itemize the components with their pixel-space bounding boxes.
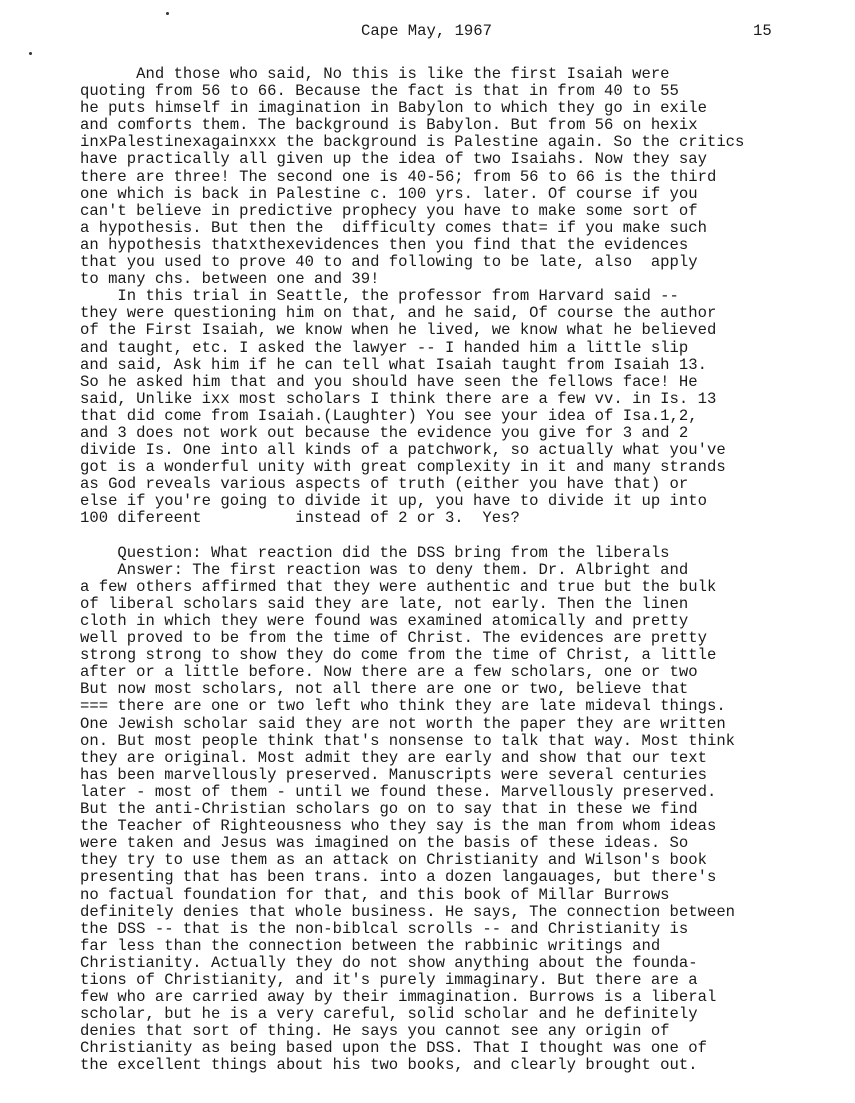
text-line: a few others affirmed that they were authentic and true but the bulk	[80, 577, 717, 596]
text-line: said, Unlike ixx most scholars I think there are a few vv. in Is. 13	[80, 389, 717, 408]
text-line: later - most of them - until we found these. Marvellously preserved.	[80, 782, 717, 801]
text-line: But now most scholars, not all there are one or two, believe that	[80, 680, 689, 699]
text-line: the DSS -- that is the non-biblcal scrolls -- and Christianity is	[80, 919, 689, 938]
text-line: else if you're going to divide it up, you have to divide it up into	[80, 492, 707, 511]
text-line: tions of Christianity, and it's purely immaginary. But there are a	[80, 970, 698, 989]
page-number: 15	[753, 22, 772, 40]
text-line: they are original. Most admit they are early and show that our text	[80, 748, 707, 767]
scan-speck	[29, 52, 32, 55]
text-line: he puts himself in imagination in Babylon to which they go in exile	[80, 99, 707, 118]
text-line: 100 difereent instead of 2 or 3. Yes?	[80, 509, 520, 528]
text-line: inxPalestinexagainxxx the background is Palestine again. So the critics	[80, 133, 745, 152]
text-line: that did come from Isaiah.(Laughter) You see your idea of Isa.1,2,	[80, 406, 698, 425]
text-line: the Teacher of Righteousness who they say is the man from whom ideas	[80, 817, 717, 836]
text-line: got is a wonderful unity with great complexity in it and many strands	[80, 458, 726, 477]
scan-speck	[166, 12, 169, 15]
text-line: of liberal scholars said they are late, not early. Then the linen	[80, 594, 689, 613]
text-line: presenting that has been trans. into a dozen langauages, but there's	[80, 868, 717, 887]
text-line: can't believe in predictive prophecy you have to make some sort of	[80, 201, 698, 220]
text-line: strong strong to show they do come from the time of Christ, a little	[80, 646, 717, 665]
text-line: one which is back in Palestine c. 100 yrs. later. Of course if you	[80, 184, 698, 203]
text-line: === there are one or two left who think they are late mideval things.	[80, 697, 726, 716]
text-line: So he asked him that and you should have seen the fellows face! He	[80, 372, 698, 391]
text-line: far less than the connection between the rabbinic writings and	[80, 936, 661, 955]
text-line: on. But most people think that's nonsense to talk that way. Most think	[80, 731, 736, 750]
text-line: And those who said, No this is like the first Isaiah were	[80, 65, 670, 83]
text-line: to many chs. between one and 39!	[80, 270, 380, 289]
text-line: the excellent things about his two books, and clearly brought out.	[80, 1056, 698, 1075]
text-line: and comforts them. The background is Babylon. But from 56 on hexix	[80, 116, 698, 135]
text-line: Answer: The first reaction was to deny them. Dr. Albright and	[80, 560, 689, 579]
text-line: after or a little before. Now there are a few scholars, one or two	[80, 663, 698, 682]
text-line: there are three! The second one is 40-56; from 56 to 66 is the third	[80, 167, 717, 186]
text-line: scholar, but he is a very careful, solid scholar and he definitely	[80, 1005, 698, 1024]
text-line: cloth in which they were found was examined atomically and pretty	[80, 612, 689, 630]
text-line: and 3 does not work out because the evidence you give for 3 and 2	[80, 423, 689, 442]
text-line: has been marvellously preserved. Manuscripts were several centuries	[80, 765, 707, 784]
text-line: denies that sort of thing. He says you cannot see any origin of	[80, 1022, 670, 1041]
text-line: well proved to be from the time of Christ. The evidences are pretty	[80, 629, 707, 648]
text-line: they were questioning him on that, and he said, Of course the author	[80, 304, 717, 323]
text-line: a hypothesis. But then the difficulty comes that= if you make such	[80, 218, 707, 237]
text-line: and taught, etc. I asked the lawyer -- I handed him a little slip	[80, 338, 689, 357]
text-line: of the First Isaiah, we know when he lived, we know what he believed	[80, 321, 717, 340]
text-line: were taken and Jesus was imagined on the basis of these ideas. So	[80, 834, 689, 853]
text-line: quoting from 56 to 66. Because the fact is that in from 40 to 55	[80, 82, 679, 101]
text-line: Question: What reaction did the DSS bring from the liberals	[80, 543, 670, 562]
text-line: that you used to prove 40 to and following to be late, also apply	[80, 253, 698, 272]
text-line: In this trial in Seattle, the professor from Harvard said --	[80, 287, 679, 306]
text-line: divide Is. One into all kinds of a patchwork, so actually what you've	[80, 441, 726, 460]
text-line: Christianity as being based upon the DSS. That I thought was one of	[80, 1039, 707, 1058]
text-line: have practically all given up the idea of two Isaiahs. Now they say	[80, 150, 707, 169]
text-line: as God reveals various aspects of truth (either you have that) or	[80, 475, 689, 494]
text-line: One Jewish scholar said they are not worth the paper they are written	[80, 714, 726, 733]
text-line: Christianity. Actually they do not show anything about the founda-	[80, 953, 698, 972]
text-line: and said, Ask him if he can tell what Isaiah taught from Isaiah 13.	[80, 355, 707, 374]
text-line	[80, 528, 850, 545]
text-line: few who are carried away by their immagination. Burrows is a liberal	[80, 988, 717, 1007]
document-body	[80, 66, 850, 1075]
text-line: But the anti-Christian scholars go on to say that in these we find	[80, 800, 698, 819]
text-line: an hypothesis thatxthexevidences then you find that the evidences	[80, 235, 689, 254]
text-line: they try to use them as an attack on Christianity and Wilson's book	[80, 851, 707, 870]
text-line: no factual foundation for that, and this book of Millar Burrows	[80, 885, 670, 904]
text-line: definitely denies that whole business. He says, The connection between	[80, 902, 736, 921]
page-header-title: Cape May, 1967	[361, 22, 493, 40]
